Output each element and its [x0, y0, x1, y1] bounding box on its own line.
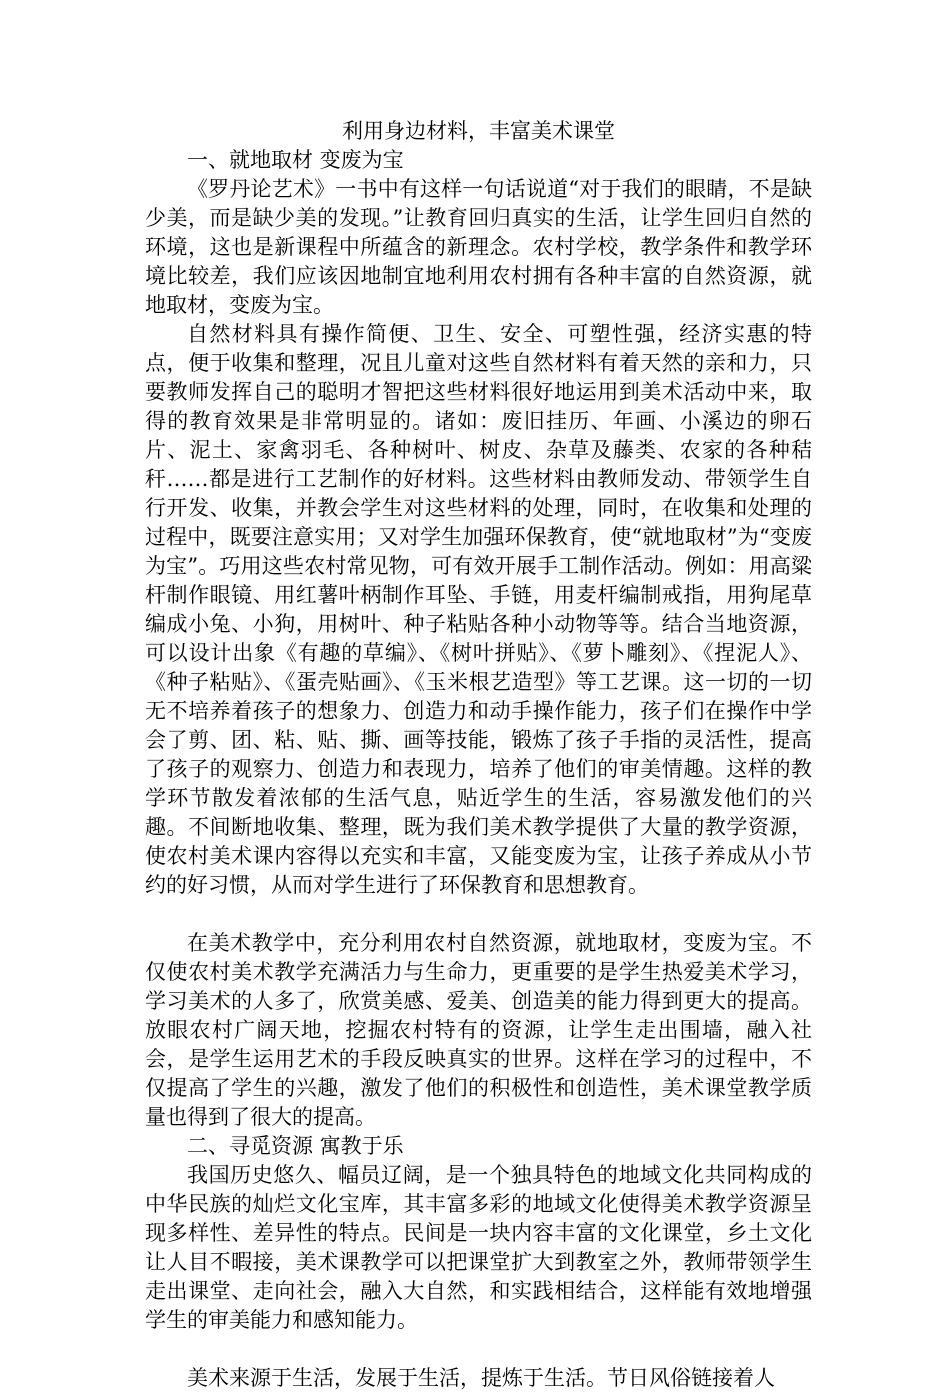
- paragraph-1: 《罗丹论艺术》一书中有这样一句话说道“对于我们的眼睛，不是缺少美，而是缺少美的发现。”让教育回归真实的生活，让学生回归自然的环境，这也是新课程中所蕴含的新理念。农村学校，教学条件和教学环境比较差，我们应该因地制宜地利用农村拥有各种丰富的自然资源，就地取材，变废为宝。: [145, 177, 812, 317]
- section-heading-1: 一、就地取材 变废为宝: [187, 148, 404, 172]
- paragraph-5: 美术来源于生活，发展于生活，提炼于生活。节日风俗链接着人: [187, 1366, 775, 1390]
- paragraph-spacer: [145, 900, 812, 929]
- document-title: 利用身边材料，丰富美术课堂: [342, 119, 615, 143]
- section-heading-2: 二、寻觅资源 寓教于乐: [187, 1134, 404, 1158]
- document-page: [145, 117, 812, 1393]
- paragraph-3: 在美术教学中，充分利用农村自然资源，就地取材，变废为宝。不仅使农村美术教学充满活力与生命力，更重要的是学生热爱美术学习，学习美术的人多了，欣赏美感、爱美、创造美的能力得到更大的提高。放眼农村广阔天地，挖掘农村特有的资源，让学生走出围墙，融入社会，是学生运用艺术的手段反映真实的世界。这样在学习的过程中，不仅提高了学生的兴趣，激发了他们的积极性和创造性，美术课堂教学质量也得到了很大的提高。: [145, 931, 812, 1129]
- paragraph-2: 自然材料具有操作简便、卫生、安全、可塑性强，经济实惠的特点，便于收集和整理，况且儿童对这些自然材料有着天然的亲和力，只要教师发挥自己的聪明才智把这些材料很好地运用到美术活动中来，取得的教育效果是非常明显的。诸如：废旧挂历、年画、小溪边的卵石片、泥土、家禽羽毛、各种树叶、树皮、杂草及藤类、农家的各种秸秆……都是进行工艺制作的好材料。这些材料由教师发动、带领学生自行开发、收集，并教会学生对这些材料的处理，同时，在收集和处理的过程中，既要注意实用；又对学生加强环保教育，使“就地取材”为“变废为宝”。巧用这些农村常见物，可有效开展手工制作活动。例如：用高粱杆制作眼镜、用红薯叶柄制作耳坠、手链，用麦杆编制戒指，用狗尾草编成小兔、小狗，用树叶、种子粘贴各种小动物等等。结合当地资源，可以设计出象《有趣的草编》、《树叶拼贴》、《萝卜雕刻》、《捏泥人》、《种子粘贴》、《蛋壳贴画》、《玉米根艺造型》等工艺课。这一切的一切无不培养着孩子的想象力、创造力和动手操作能力，孩子们在操作中学会了剪、团、粘、贴、撕、画等技能，锻炼了孩子手指的灵活性，提高了孩子的观察力、创造力和表现力，培养了他们的审美情趣。这样的教学环节散发着浓郁的生活气息，贴近学生的生活，容易激发他们的兴趣。不间断地收集、整理，既为我们美术教学提供了大量的教学资源，使农村美术课内容得以充实和丰富，又能变废为宝，让孩子养成从小节约的好习惯，从而对学生进行了环保教育和思想教育。: [145, 322, 812, 897]
- paragraph-spacer: [145, 1335, 812, 1364]
- paragraph-4: 我国历史悠久、幅员辽阔，是一个独具特色的地域文化共同构成的中华民族的灿烂文化宝库，其丰富多彩的地域文化使得美术教学资源呈现多样性、差异性的特点。民间是一块内容丰富的文化课堂，乡土文化让人目不暇接，美术课教学可以把课堂扩大到教室之外，教师带领学生走出课堂、走向社会，融入大自然，和实践相结合，这样能有效地增强学生的审美能力和感知能力。: [145, 1163, 812, 1332]
